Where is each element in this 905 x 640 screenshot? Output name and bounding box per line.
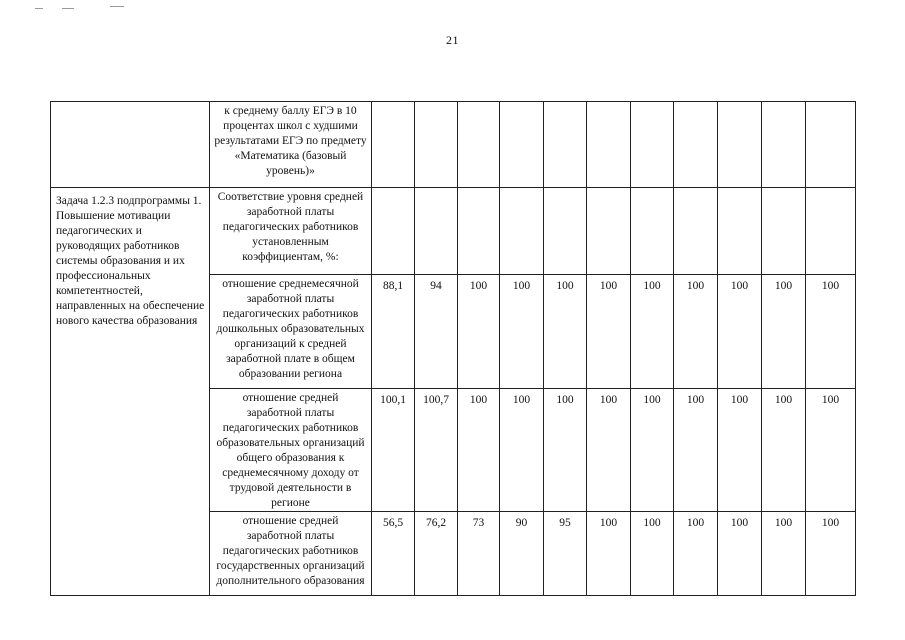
value-cell: 100 — [718, 512, 762, 596]
value-cell: 100,1 — [372, 389, 415, 512]
value-cell: 100 — [587, 512, 631, 596]
value-cell: 100 — [587, 275, 631, 389]
value-cell — [415, 102, 458, 188]
value-cell — [544, 102, 587, 188]
page-number: 21 — [446, 33, 459, 47]
value-cell — [762, 188, 806, 275]
value-cell: 56,5 — [372, 512, 415, 596]
value-cell: 100 — [674, 275, 718, 389]
value-cell: 100 — [544, 389, 587, 512]
value-cell — [718, 188, 762, 275]
value-cell: 100 — [806, 389, 856, 512]
value-cell — [762, 102, 806, 188]
indicator-cell: отношение среднемесячной заработной платы педагогических работников дошкольных образовательных организаций к средней заработной плате в общем образовании региона — [210, 275, 372, 389]
value-cell: 95 — [544, 512, 587, 596]
value-cell: 73 — [458, 512, 500, 596]
task-cell — [51, 102, 210, 188]
value-cell — [372, 102, 415, 188]
value-cell: 76,2 — [415, 512, 458, 596]
value-cell — [500, 102, 544, 188]
table-row — [51, 188, 856, 275]
indicator-cell: отношение средней заработной платы педагогических работников государственных организаций дополнительного образования — [210, 512, 372, 596]
value-cell: 100 — [806, 512, 856, 596]
value-cell — [806, 102, 856, 188]
value-cell: 90 — [500, 512, 544, 596]
data-table — [50, 101, 856, 596]
value-cell — [415, 188, 458, 275]
value-cell: 100 — [458, 275, 500, 389]
value-cell: 100 — [762, 389, 806, 512]
value-cell: 88,1 — [372, 275, 415, 389]
value-cell — [587, 102, 631, 188]
task-cell: Задача 1.2.3 подпрограммы 1. Повышение мотивации педагогических и руководящих работников системы образования и их профессиональных компетентностей, направленных на обеспечение нового качества образования — [51, 188, 210, 596]
indicator-cell: отношение средней заработной платы педагогических работников образовательных организаций общего образования к среднемесячному доходу от трудовой деятельности в регионе — [210, 389, 372, 512]
value-cell: 100 — [500, 275, 544, 389]
value-cell — [631, 102, 674, 188]
scan-artifact — [110, 6, 124, 7]
value-cell: 100 — [500, 389, 544, 512]
value-cell: 100 — [762, 275, 806, 389]
scan-artifact — [35, 8, 43, 9]
value-cell: 100 — [631, 389, 674, 512]
value-cell: 100 — [458, 389, 500, 512]
value-cell — [718, 102, 762, 188]
scan-artifact — [62, 8, 74, 9]
value-cell — [631, 188, 674, 275]
value-cell: 100 — [762, 512, 806, 596]
table-row — [51, 102, 856, 188]
value-cell: 100 — [674, 512, 718, 596]
value-cell: 100 — [806, 275, 856, 389]
value-cell: 100 — [718, 389, 762, 512]
indicator-cell: к среднему баллу ЕГЭ в 10 процентах школ с худшими результатами ЕГЭ по предмету «Математика (базовый уровень)» — [210, 102, 372, 188]
value-cell — [587, 188, 631, 275]
value-cell: 100 — [718, 275, 762, 389]
value-cell: 94 — [415, 275, 458, 389]
indicator-cell: Соответствие уровня средней заработной платы педагогических работников установленным коэффициентам, %: — [210, 188, 372, 275]
value-cell — [806, 188, 856, 275]
value-cell — [674, 188, 718, 275]
value-cell — [674, 102, 718, 188]
value-cell: 100,7 — [415, 389, 458, 512]
value-cell — [544, 188, 587, 275]
value-cell: 100 — [674, 389, 718, 512]
value-cell — [458, 102, 500, 188]
value-cell — [458, 188, 500, 275]
value-cell — [372, 188, 415, 275]
value-cell: 100 — [544, 275, 587, 389]
value-cell — [500, 188, 544, 275]
value-cell: 100 — [631, 512, 674, 596]
value-cell: 100 — [631, 275, 674, 389]
value-cell: 100 — [587, 389, 631, 512]
